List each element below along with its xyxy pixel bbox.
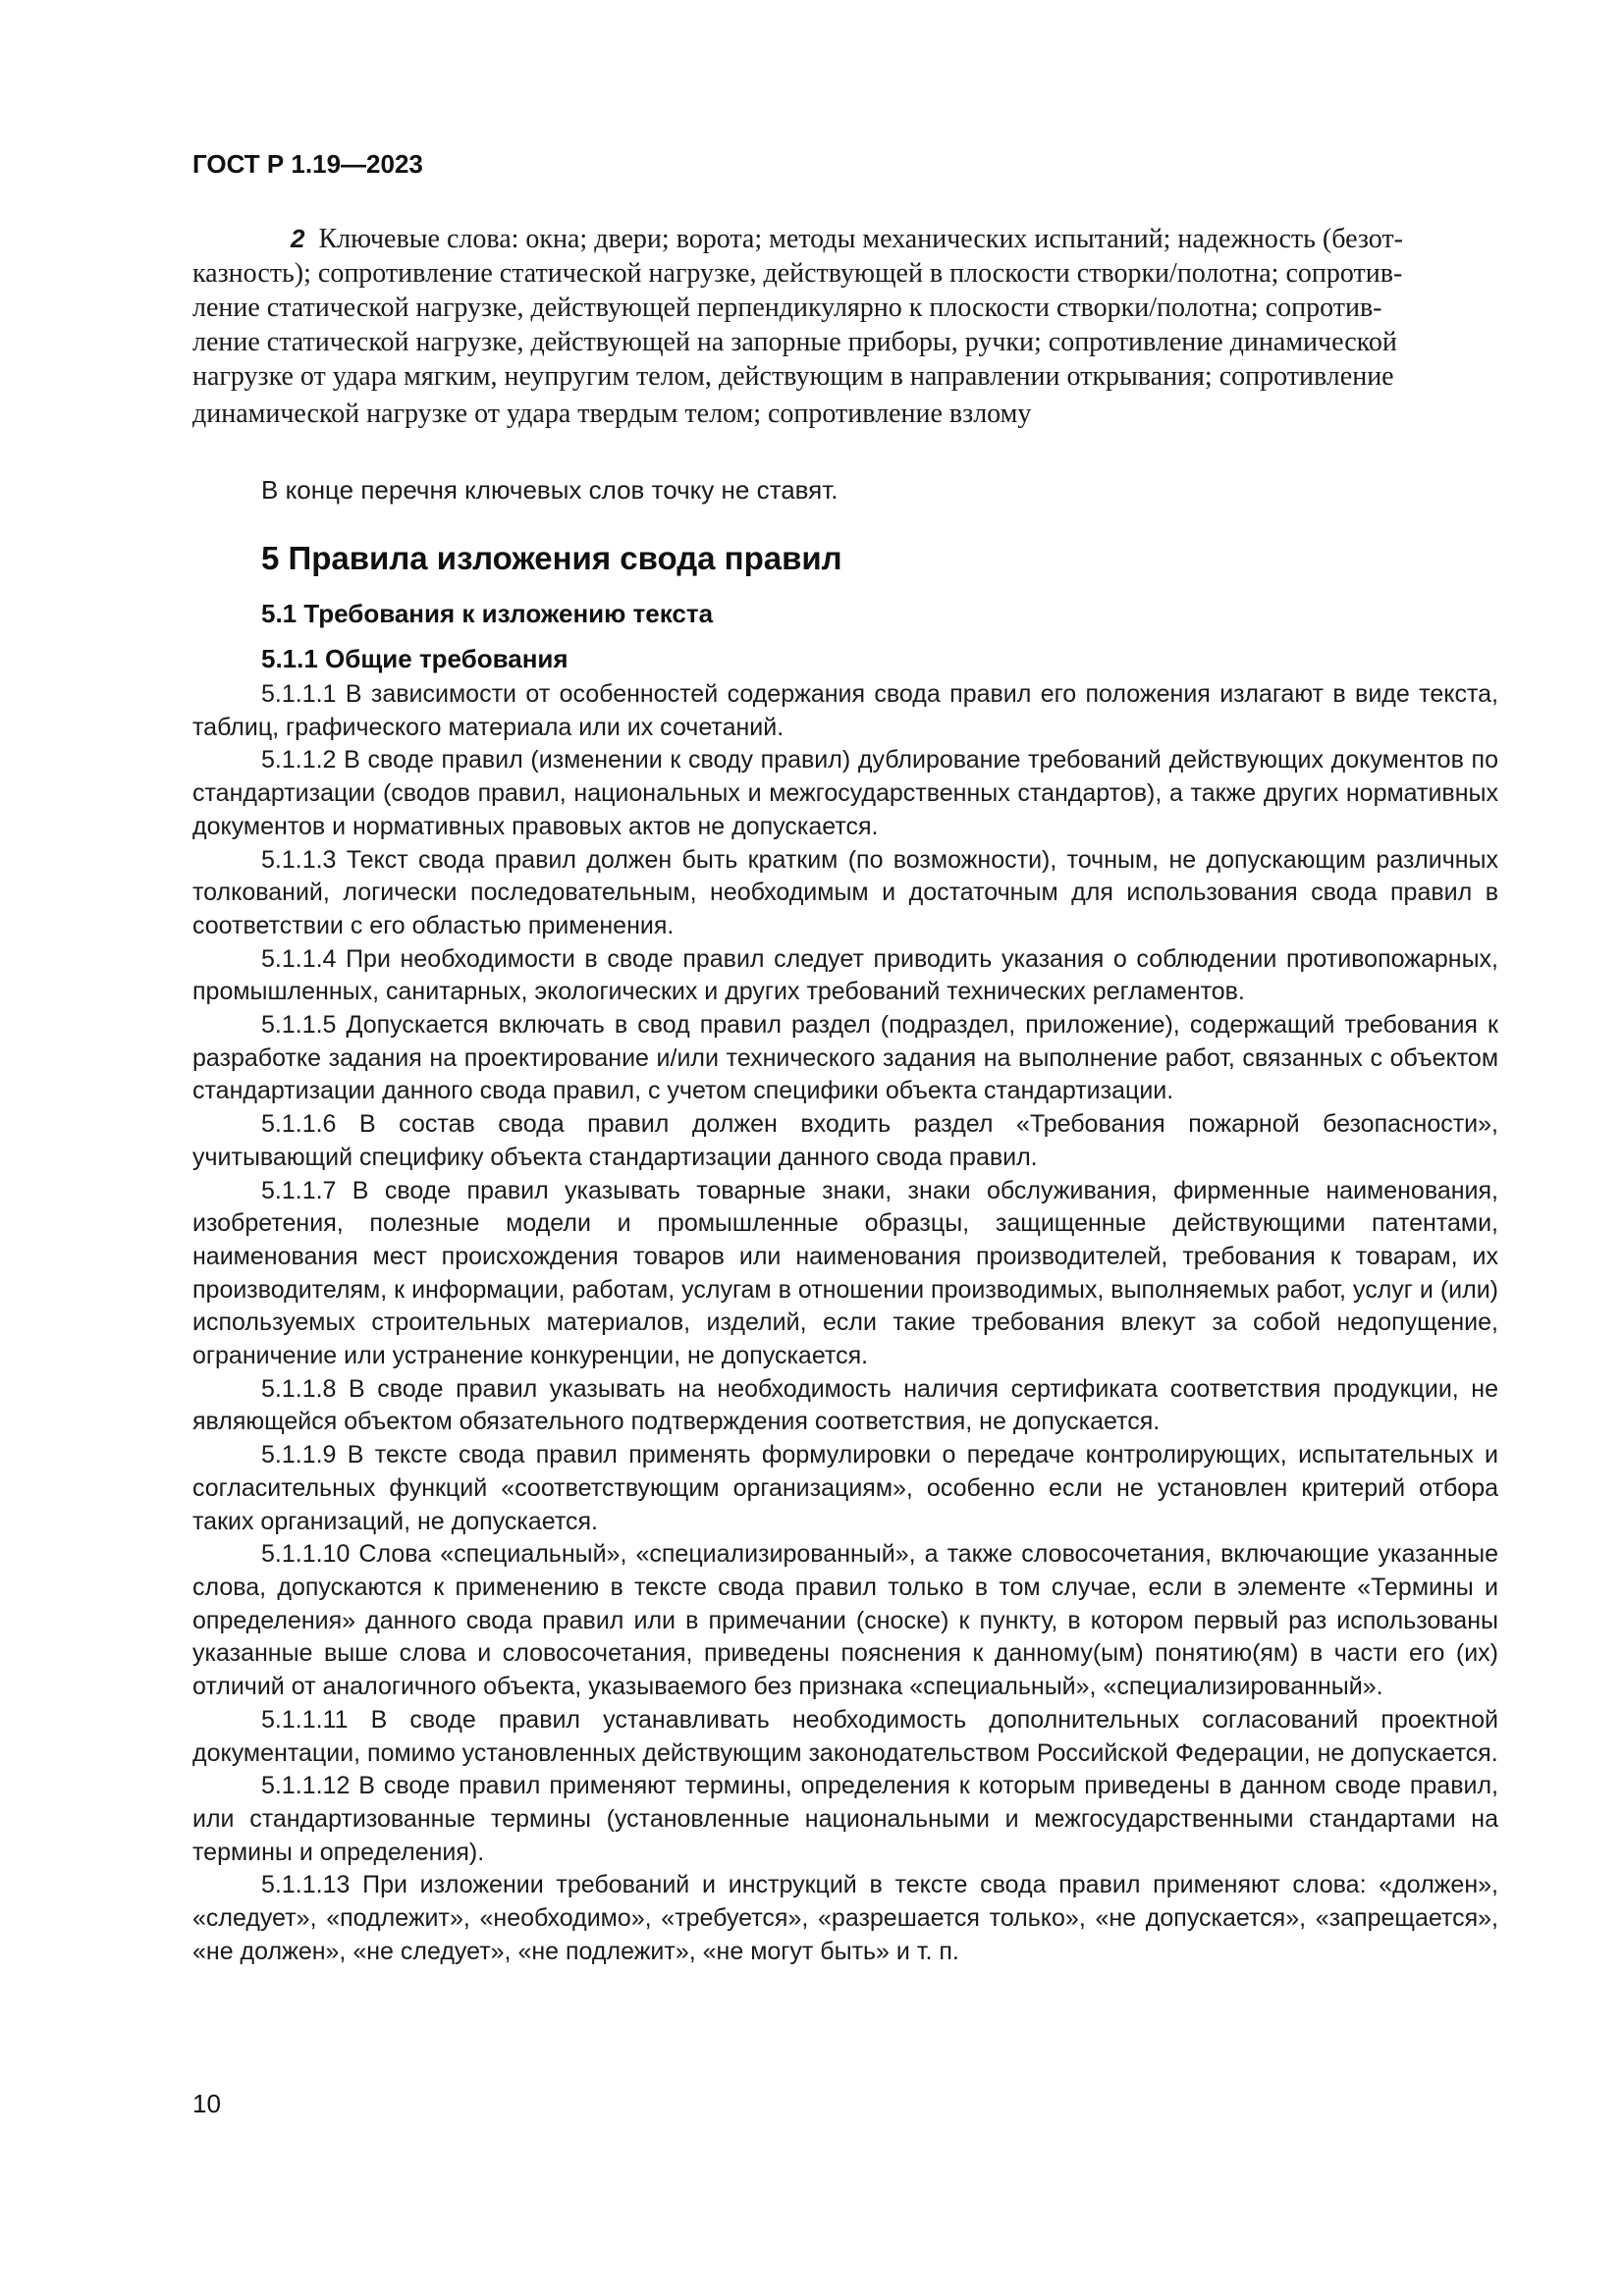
example-line-6: динамической нагрузке от удара твердым телом; сопротивление взлому: [192, 399, 1032, 429]
subsection-title: 5.1 Требования к изложению текста: [261, 599, 714, 628]
paragraph-5-1-1-10: 5.1.1.10 Слова «специальный», «специализированный», а также словосочетания, включающие указанные слова, допускаются к применению в тексте свода правил только в том случае, если в элементе «Термины и определения» данного свода правил или в примечании (сноске) к пункту, в котором первый раз использованы указанные выше слова и словосочетания, приведены пояснения к данному(ым) понятию(ям) в части его (их) отличий от аналогичного объекта, указываемого без признака «специальный», «специализированный».: [192, 1540, 1498, 1701]
page-number: 10: [192, 2089, 221, 2118]
paragraph-5-1-1-12: 5.1.1.12 В своде правил применяют термины, определения к которым приведены в данном своде правил, или стандартизованные термины (установленные национальными и межгосударственными стандартами на термины и определения).: [192, 1772, 1498, 1866]
example-line-2: казность); сопротивление статической нагрузке, действующей в плоскости створки/полотна; сопротив-: [192, 258, 1403, 289]
document-code-header: ГОСТ Р 1.19—2023: [192, 149, 423, 179]
paragraph-5-1-1-7: 5.1.1.7 В своде правил указывать товарные знаки, знаки обслуживания, фирменные наименования, изобретения, полезные модели и промышленные образцы, защищенные действующими патентами, наименования мест происхождения товаров или наименования производителей, требования к товарам, их производителям, к информации, работам, услугам в отношении производимых, выполняемых работ, услуг и (или) используемых строительных материалов, изделий, если такие требования влекут за собой недопущение, ограничение или устранение конкуренции, не допускается.: [192, 1176, 1498, 1370]
example-line-3: ление статической нагрузке, действующей перпендикулярно к плоскости створки/полотна; сопротив-: [192, 293, 1382, 323]
subsubsection-title: 5.1.1 Общие требования: [261, 644, 568, 673]
section-title: 5 Правила изложения свода правил: [261, 540, 842, 576]
paragraph-5-1-1-8: 5.1.1.8 В своде правил указывать на необходимость наличия сертификата соответствия продукции, не являющейся объектом обязательного подтверждения соответствия, не допускается.: [192, 1374, 1498, 1436]
paragraph-5-1-1-5: 5.1.1.5 Допускается включать в свод правил раздел (подраздел, приложение), содержащий требования к разработке задания на проектирование и/или технического задания на выполнение работ, связанных с объектом стандартизации данного свода правил, с учетом специфики объекта стандартизации.: [192, 1011, 1498, 1105]
keywords-example: [192, 222, 1498, 431]
paragraph-5-1-1-13: 5.1.1.13 При изложении требований и инструкций в тексте свода правил применяют слова: «должен», «следует», «подлежит», «необходимо», «требуется», «разрешается только», «не допускается», «запрещается», «не должен», «не следует», «не подлежит», «не могут быть» и т. п.: [192, 1871, 1498, 1965]
example-line-4: ление статической нагрузке, действующей на запорные приборы, ручки; сопротивление динамической: [192, 327, 1397, 357]
paragraph-5-1-1-9: 5.1.1.9 В тексте свода правил применять формулировки о передаче контролирующих, испытательных и согласительных функций «соответствующим организациям», особенно если не установлен критерий отбора таких организаций, не допускается.: [192, 1441, 1498, 1535]
paragraph-5-1-1-6: 5.1.1.6 В состав свода правил должен входить раздел «Требования пожарной безопасности», учитывающий специфику объекта стандартизации данного свода правил.: [192, 1110, 1498, 1171]
paragraph-5-1-1-2: 5.1.1.2 В своде правил (изменении к своду правил) дублирование требований действующих документов по стандартизации (сводов правил, национальных и межгосударственных стандартов), а также других нормативных документов и нормативных правовых актов не допускается.: [192, 746, 1498, 840]
section-body: [192, 678, 1498, 1968]
example-line-1: 2 Ключевые слова: окна; двери; ворота; методы механических испытаний; надежность (безот-: [291, 224, 1403, 254]
paragraph-5-1-1-4: 5.1.1.4 При необходимости в своде правил следует приводить указания о соблюдении противопожарных, промышленных, санитарных, экологических и других требований технических регламентов.: [192, 944, 1498, 1006]
example-line-5: нагрузке от удара мягким, неупругим телом, действующим в направлении открывания; сопротивление: [192, 361, 1394, 392]
example-number: 2: [291, 224, 305, 253]
keywords-note: В конце перечня ключевых слов точку не ставят.: [261, 475, 839, 505]
paragraph-5-1-1-3: 5.1.1.3 Текст свода правил должен быть кратким (по возможности), точным, не допускающим различных толкований, логически последовательным, необходимым и достаточным для использования свода правил в соответствии с его областью применения.: [192, 845, 1498, 939]
paragraph-5-1-1-1: 5.1.1.1 В зависимости от особенностей содержания свода правил его положения излагают в виде текста, таблиц, графического материала или их сочетаний.: [192, 680, 1498, 741]
paragraph-5-1-1-11: 5.1.1.11 В своде правил устанавливать необходимость дополнительных согласований проектной документации, помимо установленных действующим законодательством Российской Федерации, не допускается.: [192, 1705, 1498, 1767]
